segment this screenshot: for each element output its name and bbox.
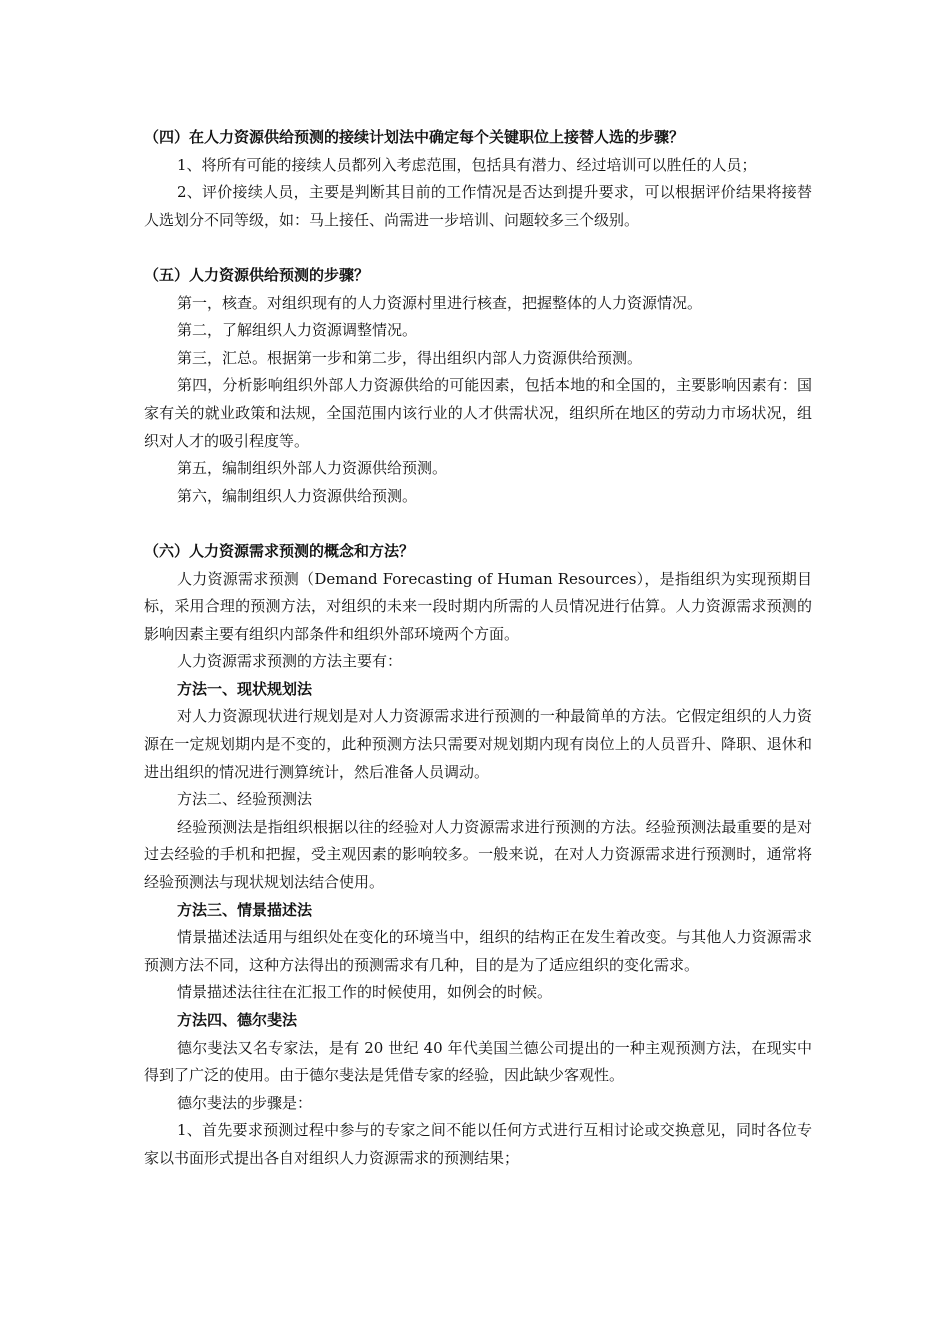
section5-item-4: 第四，分析影响组织外部人力资源供给的可能因素，包括本地的和全国的，主要影响因素有：国家有关的就业政策和法规，全国范围内该行业的人才供需状况，组织所在地区的劳动力市场状况，组织对人才的吸引程度等。 bbox=[144, 376, 812, 450]
method2-text: 经验预测法是指组织根据以往的经验对人力资源需求进行预测的方法。经验预测法最重要的是对过去经验的手机和把握，受主观因素的影响较多。一般来说，在对人力资源需求进行预测时，通常将经验预测法与现状规划法结合使用。 bbox=[144, 817, 812, 892]
section6-intro: 人力资源需求预测（Demand Forecasting of Human Resources），是指组织为实现预期目标，采用合理的预测方法，对组织的未来一段时期内所需的人员情况进行估算。人力资源需求预测的影响因素主要有组织内部条件和组织外部环境两个方面。 bbox=[144, 569, 812, 643]
section5-item-6: 第六，编制组织人力资源供给预测。 bbox=[177, 486, 418, 505]
section6-heading: （六）人力资源需求预测的概念和方法？ bbox=[144, 541, 415, 560]
method2-title: 方法二、经验预测法 bbox=[177, 790, 313, 809]
paragraph-gap bbox=[144, 234, 812, 262]
section4-heading: （四）在人力资源供给预测的接续计划法中确定每个关键职位上接替人选的步骤？ bbox=[144, 128, 685, 146]
section5-item-3: 第三，汇总。根据第一步和第二步，得出组织内部人力资源供给预测。 bbox=[177, 348, 643, 367]
method4-title: 方法四、德尔斐法 bbox=[177, 1011, 298, 1029]
section5-item-5: 第五，编制组织外部人力资源供给预测。 bbox=[177, 459, 448, 478]
section5-item-1: 第一，核查。对组织现有的人力资源村里进行核查，把握整体的人力资源情况。 bbox=[177, 293, 703, 312]
document-page bbox=[144, 124, 812, 1173]
method3-text-2: 情景描述法往往在汇报工作的时候使用，如例会的时候。 bbox=[177, 983, 553, 1002]
section4-item-2: 2、评价接续人员，主要是判断其目前的工作情况是否达到提升要求，可以根据评价结果将接替人选划分不同等级，如：马上接任、尚需进一步培训、问题较多三个级别。 bbox=[144, 183, 812, 229]
method3-text-1: 情景描述法适用与组织处在变化的环境当中，组织的结构正在发生着改变。与其他人力资源需求预测方法不同，这种方法得出的预测需求有几种，目的是为了适应组织的变化需求。 bbox=[144, 928, 812, 974]
method1-title: 方法一、现状规划法 bbox=[177, 679, 313, 698]
section5-heading: （五）人力资源供给预测的步骤？ bbox=[144, 265, 370, 284]
section5-item-2: 第二，了解组织人力资源调整情况。 bbox=[177, 321, 418, 340]
paragraph-gap bbox=[144, 510, 812, 538]
section6-methods-intro: 人力资源需求预测的方法主要有： bbox=[177, 652, 403, 671]
section4-item-1: 1、将所有可能的接续人员都列入考虑范围，包括具有潜力、经过培训可以胜任的人员； bbox=[177, 155, 757, 174]
method4-step-1: 1、首先要求预测过程中参与的专家之间不能以任何方式进行互相讨论或交换意见，同时各位专家以书面形式提出各自对组织人力资源需求的预测结果； bbox=[144, 1121, 812, 1167]
method3-title: 方法三、情景描述法 bbox=[177, 900, 313, 919]
method4-text: 德尔斐法又名专家法，是有 20 世纪 40 年代美国兰德公司提出的一种主观预测方法，在现实中得到了广泛的使用。由于德尔斐法是凭借专家的经验，因此缺少客观性。 bbox=[144, 1038, 812, 1085]
method1-text: 对人力资源现状进行规划是对人力资源需求进行预测的一种最简单的方法。它假定组织的人力资源在一定规划期内是不变的，此种预测方法只需要对规划期内现有岗位上的人员晋升、降职、退休和进出组织的情况进行测算统计，然后准备人员调动。 bbox=[144, 707, 812, 781]
method4-steps-intro: 德尔斐法的步骤是： bbox=[177, 1093, 313, 1112]
